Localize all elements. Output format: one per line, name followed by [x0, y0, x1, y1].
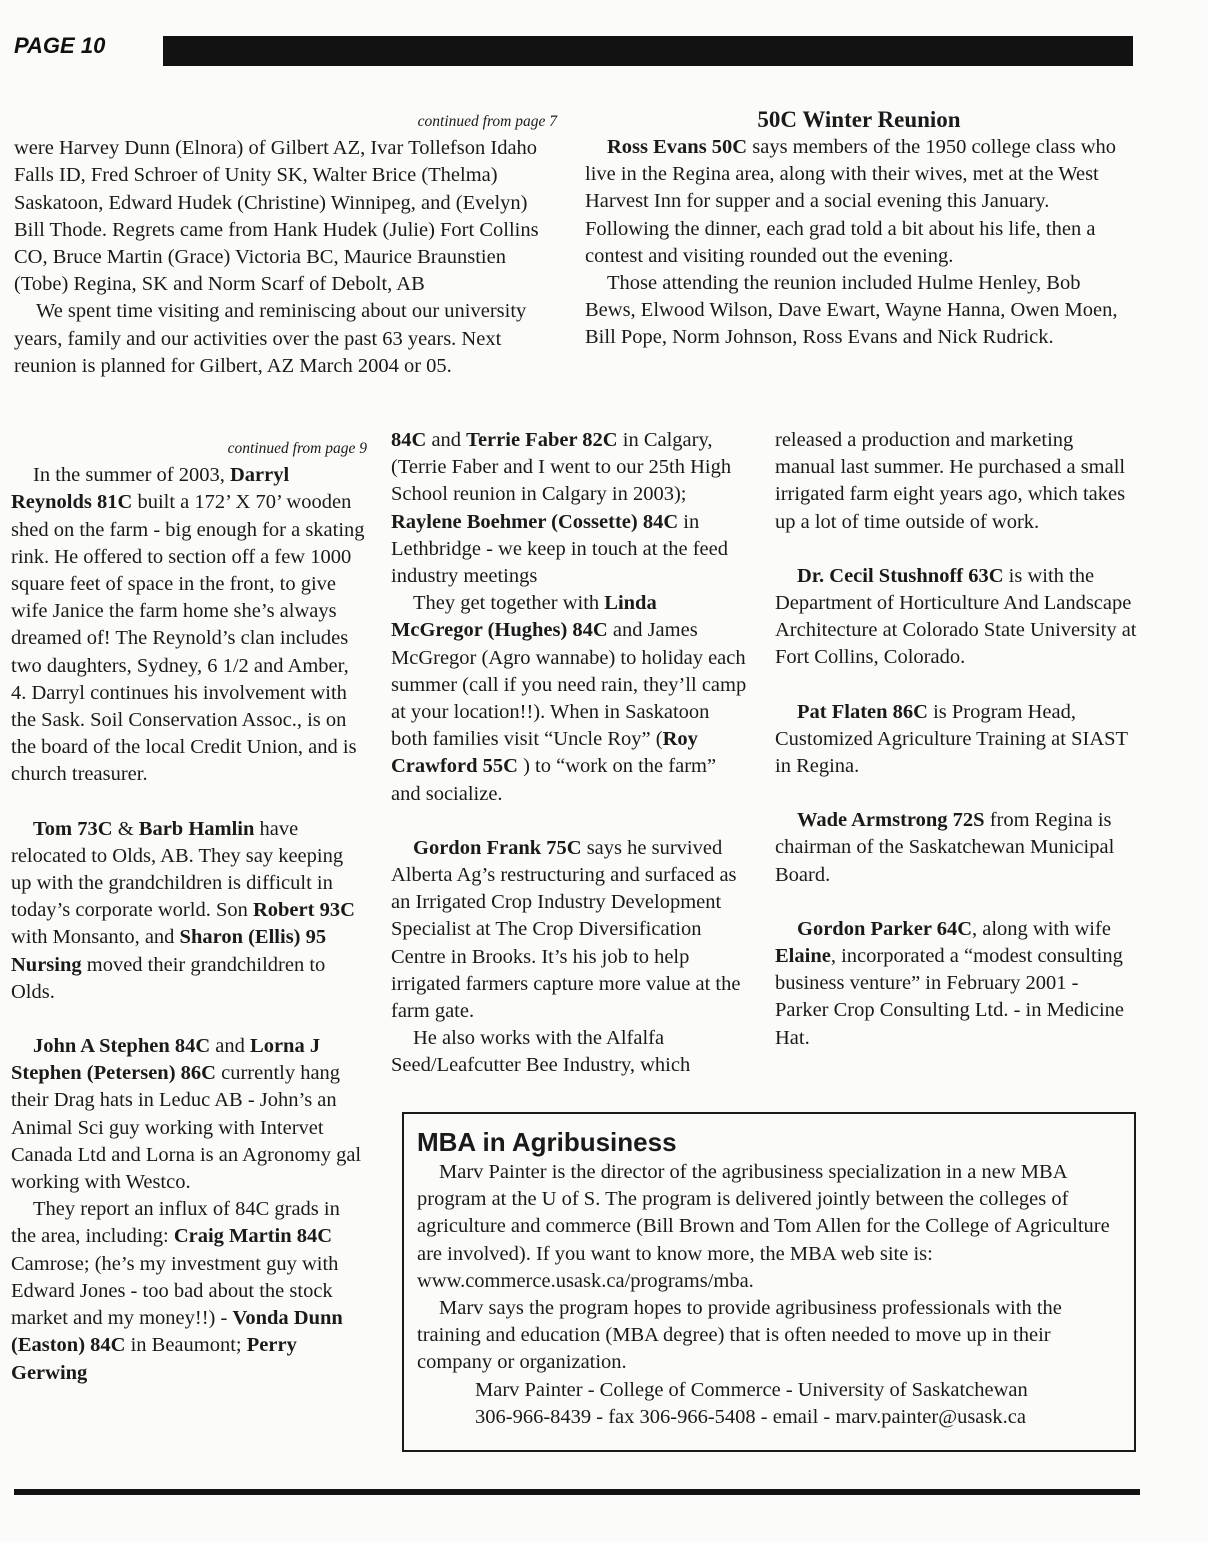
page-number: PAGE 10	[14, 33, 106, 58]
reunion-article	[585, 106, 1133, 352]
name-bold: Ross Evans 50C	[607, 136, 748, 158]
paragraph	[11, 462, 367, 788]
text: moved their grandchildren to Olds.	[11, 953, 326, 1003]
name-bold: Gordon Parker 64C	[797, 917, 973, 940]
name-bold: Sharon (Ellis) 95 Nursing	[11, 926, 327, 976]
name-bold: Vonda Dunn (Easton) 84C	[11, 1307, 343, 1357]
footer-rule	[14, 1489, 1140, 1495]
text: and	[426, 429, 467, 451]
text: They get together with	[413, 592, 605, 615]
paragraph: Those attending the reunion included Hulme Henley, Bob Bews, Elwood Wilson, Dave Ewart, Wayne Hanna, Owen Moen, Bill Pope, Norm Johnson, Ross Evans and Nick Rudrick.	[585, 272, 1118, 349]
paragraph	[391, 427, 749, 590]
text: is with the Department of Horticulture And Landscape Architecture at Colorado State University at Fort Collins, Colorado.	[775, 564, 1137, 669]
column-3	[775, 427, 1137, 1052]
paragraph	[775, 807, 1137, 889]
contact-line: Marv Painter - College of Commerce - University of Saskatchewan	[475, 1378, 1028, 1401]
text: with Monsanto, and	[11, 926, 180, 949]
name-bold: Terrie Faber 82C	[466, 429, 618, 451]
text: have relocated to Olds, AB. They say keeping up with the grandchildren is difficult in today’s corporate world. Son	[11, 817, 344, 922]
top-left-article	[14, 108, 557, 380]
paragraph	[11, 1196, 367, 1386]
paragraph: Marv Painter is the director of the agribusiness specialization in a new MBA program at the U of S. The program is delivered jointly between the colleges of agriculture and commerce (Bill Brown and Tom Allen for the College of Agriculture are involved). If you want to know more, the MBA web site is: www.commerce.usask.ca/programs/mba.	[417, 1161, 1110, 1292]
text: , along with wife	[972, 917, 1111, 940]
paragraph: released a production and marketing manual last summer. He purchased a small irrigated farm eight years ago, which takes up a lot of time outside of work.	[775, 429, 1126, 533]
text: and James McGregor (Agro wannabe) to holiday each summer (call if you need rain, they’ll camp at your location!!). When in Saskatoon both families visit “Uncle Roy” (	[391, 619, 747, 751]
name-bold: Raylene Boehmer (Cossette) 84C	[391, 510, 679, 533]
name-bold: 84C	[391, 429, 427, 451]
text: currently hang their Drag hats in Leduc AB - John’s an Animal Sci guy working with Intervet Canada Ltd and Lorna is an Agronomy gal working with Westco.	[11, 1062, 362, 1194]
paragraph	[11, 1033, 367, 1196]
continued-label: continued from page 7	[417, 113, 557, 130]
paragraph: We spent time visiting and reminiscing about our university years, family and our activities over the past 63 years. Next reunion is planned for Gilbert, AZ March 2004 or 05.	[14, 300, 527, 377]
text: built a 172’ X 70’ wooden shed on the farm - big enough for a skating rink. He offered to section off a few 1000 square feet of space in the front, to give wife Janice the farm home she’s always dreamed of! The Reynold’s clan includes two daughters, Sydney, 6 1/2 and Amber, 4. Darryl continues his involvement with the Sask. Soil Conservation Assoc., is on the board of the local Credit Union, and is church treasurer.	[11, 491, 365, 786]
text: in Lethbridge - we keep in touch at the feed industry meetings	[391, 510, 728, 588]
name-bold: Darryl Reynolds 81C	[11, 464, 290, 514]
text: ) to “work on the farm” and socialize.	[391, 755, 717, 805]
column-1	[11, 435, 367, 1387]
text: says he survived Alberta Ag’s restructuring and surfaced as an Irrigated Crop Industry Development Specialist at The Crop Diversification Centre in Brooks. It’s his job to help irrigated farmers capture more value at the farm gate.	[391, 836, 741, 1023]
name-bold: John A Stephen 84C	[33, 1035, 211, 1058]
paragraph: Marv says the program hopes to provide agribusiness professionals with the training and education (MBA degree) that is often needed to move up in their company or organization.	[417, 1297, 1062, 1374]
name-bold: Barb Hamlin	[138, 817, 255, 840]
name-bold: Roy Crawford 55C	[391, 728, 698, 778]
name-bold: Craig Martin 84C	[173, 1225, 333, 1248]
contact-line: 306-966-8439 - fax 306-966-5408 - email - marv.painter@usask.ca	[475, 1405, 1026, 1428]
header-bar	[163, 36, 1133, 66]
text: &	[112, 817, 139, 840]
reunion-title: 50C Winter Reunion	[757, 107, 961, 132]
paragraph	[11, 816, 367, 1006]
text: , incorporated a “modest consulting business venture” in February 2001 - Parker Crop Consulting Ltd. - in Medicine Hat.	[775, 945, 1125, 1049]
text: in Beaumont;	[125, 1334, 247, 1357]
text: is Program Head, Customized Agriculture Training at SIAST in Regina.	[775, 700, 1128, 778]
paragraph	[775, 699, 1137, 781]
name-bold: Wade Armstrong 72S	[797, 809, 985, 832]
text: and	[210, 1035, 251, 1058]
name-bold: Robert 93C	[252, 899, 355, 922]
name-bold: Lorna J Stephen (Petersen) 86C	[11, 1035, 321, 1085]
paragraph: He also works with the Alfalfa Seed/Leafcutter Bee Industry, which	[391, 1027, 691, 1077]
paragraph	[585, 134, 1133, 270]
column-2	[391, 427, 749, 1080]
text: Camrose; (he’s my investment guy with Edward Jones - too bad about the stock market and my money!!) -	[11, 1252, 339, 1330]
text: says members of the 1950 college class who live in the Regina area, along with their wives, met at the West Harvest Inn for supper and a social evening this January. Following the dinner, each grad told a bit about his life, then a contest and visiting rounded out the evening.	[585, 136, 1117, 267]
paragraph: were Harvey Dunn (Elnora) of Gilbert AZ, Ivar Tollefson Idaho Falls ID, Fred Schroer of Unity SK, Walter Brice (Thelma) Saskatoon, Edward Hudek (Christine) Winnipeg, and (Evelyn) Bill Thode. Regrets came from Hank Hudek (Julie) Fort Collins CO, Bruce Martin (Grace) Victoria BC, Maurice Braunstien (Tobe) Regina, SK and Norm Scarf of Debolt, AB	[14, 137, 539, 296]
name-bold: Dr. Cecil Stushnoff 63C	[797, 564, 1004, 587]
text: They report an influx of 84C grads in the area, including:	[11, 1198, 340, 1248]
name-bold: Gordon Frank 75C	[413, 836, 582, 859]
mba-title: MBA in Agribusiness	[417, 1127, 677, 1157]
contact-info	[417, 1377, 1120, 1431]
name-bold: Tom 73C	[33, 817, 113, 840]
name-bold: Perry Gerwing	[11, 1334, 297, 1384]
text: in Calgary, (Terrie Faber and I went to our 25th High School reunion in Calgary in 2003);	[391, 429, 732, 506]
paragraph	[775, 563, 1137, 672]
name-bold: Elaine	[775, 945, 831, 968]
text: In the summer of 2003,	[33, 464, 230, 487]
paragraph	[391, 590, 749, 808]
continued-label: continued from page 9	[227, 440, 367, 457]
name-bold: Linda McGregor (Hughes) 84C	[391, 592, 657, 642]
mba-box	[402, 1112, 1136, 1452]
paragraph	[391, 835, 749, 1025]
paragraph	[775, 916, 1137, 1052]
name-bold: Pat Flaten 86C	[797, 700, 928, 723]
text: from Regina is chairman of the Saskatchewan Municipal Board.	[775, 809, 1115, 886]
